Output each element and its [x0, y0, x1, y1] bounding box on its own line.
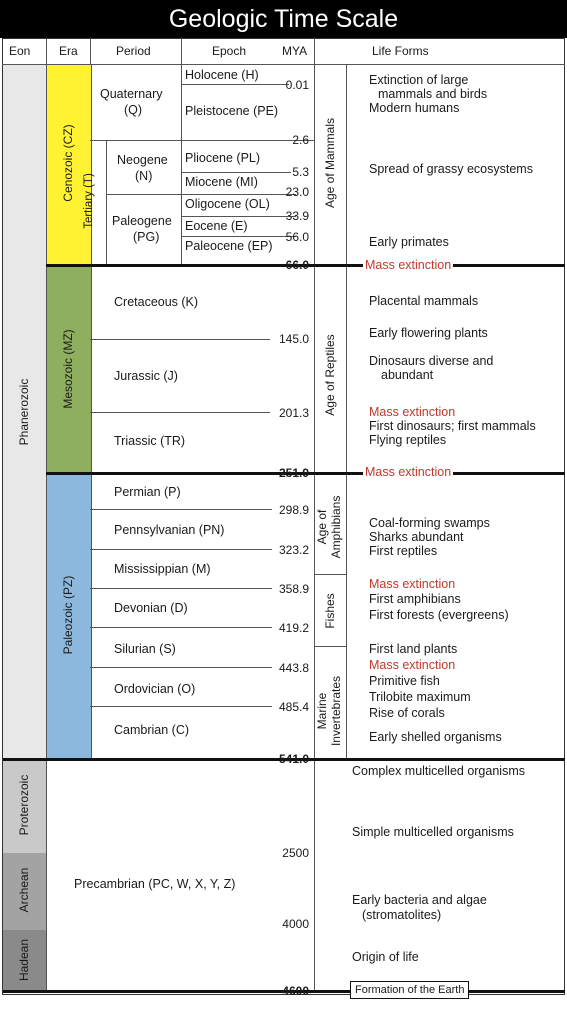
- mya-443: 443.8: [278, 661, 309, 675]
- age-reptiles: Age of Reptiles: [323, 334, 337, 416]
- period-devonian: Devonian (D): [114, 601, 188, 615]
- mya-485: 485.4: [278, 700, 309, 714]
- page-title: Geologic Time Scale: [0, 0, 567, 38]
- period-quaternary: Quaternary: [100, 87, 163, 101]
- life-trilobite: Trilobite maximum: [369, 690, 471, 704]
- boundary-line: [90, 549, 272, 550]
- life-mass-extinction-201: Mass extinction: [369, 405, 456, 419]
- era-paleozoic-label: Paleozoic (PZ): [61, 575, 75, 655]
- epoch-oligocene: Oligocene (OL): [185, 197, 270, 211]
- period-triassic: Triassic (TR): [114, 434, 186, 448]
- life-mass-extinction-251: Mass extinction: [365, 465, 452, 479]
- period-silurian: Silurian (S): [114, 642, 176, 656]
- epoch-holocene: Holocene (H): [185, 68, 259, 82]
- header-mya: MYA: [282, 44, 308, 58]
- period-cretaceous: Cretaceous (K): [114, 295, 199, 309]
- era-mesozoic-label: Mesozoic (MZ): [61, 329, 75, 409]
- life-complex-multicelled: Complex multicelled organisms: [352, 764, 525, 778]
- eon-hadean-label: Hadean: [17, 938, 31, 982]
- boundary-line: [90, 667, 272, 668]
- life-flying-reptiles: Flying reptiles: [369, 433, 447, 447]
- age-fishes: Fishes: [323, 593, 337, 629]
- mya-4600: 4600: [282, 984, 309, 998]
- col-sep: [314, 38, 315, 64]
- mya-358: 358.9: [278, 582, 309, 596]
- life-shelled: Early shelled organisms: [369, 730, 502, 744]
- mya-56: 56.0: [285, 230, 309, 244]
- life-bacteria-algae: Early bacteria and algae: [352, 893, 487, 907]
- life-stromatolites: (stromatolites): [362, 908, 442, 922]
- life-extinction-large: Extinction of large: [369, 73, 469, 87]
- life-mass-extinction-358: Mass extinction: [369, 577, 456, 591]
- life-coal-swamps: Coal-forming swamps: [369, 516, 490, 530]
- life-mass-extinction-66: Mass extinction: [365, 258, 452, 272]
- life-first-forests: First forests (evergreens): [369, 608, 509, 622]
- period-neogene: Neogene: [117, 153, 168, 167]
- life-first-reptiles: First reptiles: [369, 544, 438, 558]
- col-sep: [90, 38, 91, 64]
- mya-4000: 4000: [282, 917, 309, 931]
- life-flowering: Early flowering plants: [369, 326, 488, 340]
- life-modern-humans: Modern humans: [369, 101, 460, 115]
- period-jurassic: Jurassic (J): [114, 369, 178, 383]
- age-marine-2: Invertebrates: [329, 675, 343, 747]
- mya-23: 23.0: [285, 185, 309, 199]
- life-corals: Rise of corals: [369, 706, 445, 720]
- life-extinction-large-2: mammals and birds: [378, 87, 488, 101]
- era-cenozoic-label: Cenozoic (CZ): [61, 124, 75, 202]
- period-paleogene-code: (PG): [133, 230, 160, 244]
- mya-2-6: 2.6: [292, 133, 309, 147]
- life-placental: Placental mammals: [369, 294, 479, 308]
- mya-419: 419.2: [278, 621, 309, 635]
- mya-323: 323.2: [278, 543, 309, 557]
- period-quaternary-code: (Q): [124, 103, 143, 117]
- col-sep: [46, 38, 47, 64]
- period-neogene-code: (N): [135, 169, 153, 183]
- life-grassy: Spread of grassy ecosystems: [369, 162, 533, 176]
- life-sharks: Sharks abundant: [369, 530, 464, 544]
- header-epoch: Epoch: [212, 44, 247, 58]
- eon-archean-label: Archean: [17, 867, 31, 913]
- era-tertiary-label: Tertiary (T): [83, 173, 95, 229]
- epoch-sep: [181, 65, 182, 264]
- life-primitive-fish: Primitive fish: [369, 674, 440, 688]
- epoch-pliocene: Pliocene (PL): [185, 151, 261, 165]
- mya-541: 541.0: [278, 752, 309, 766]
- period-permian: Permian (P): [114, 485, 181, 499]
- life-origin: Origin of life: [352, 950, 419, 964]
- boundary-line: [90, 339, 270, 340]
- life-formation-earth: Formation of the Earth: [350, 981, 469, 999]
- age-mammals: Age of Mammals: [323, 117, 337, 209]
- header-period: Period: [116, 44, 151, 58]
- mya-66: 66.0: [285, 258, 309, 272]
- life-dinosaurs-2: abundant: [381, 368, 434, 382]
- col-sep: [46, 760, 47, 992]
- mya-5-3: 5.3: [292, 165, 309, 179]
- eon-phanerozoic-label: Phanerozoic: [17, 378, 31, 446]
- eon-proterozoic-label: Proterozoic: [17, 774, 31, 836]
- life-mass-extinction-443: Mass extinction: [369, 658, 456, 672]
- boundary-line: [90, 588, 272, 589]
- tertiary-sep: [106, 140, 107, 264]
- mya-251: 251.9: [278, 466, 309, 480]
- period-mississippian: Mississippian (M): [114, 562, 211, 576]
- mya-0-01: 0.01: [285, 78, 309, 92]
- boundary-line: [90, 412, 270, 413]
- life-first-dinosaurs: First dinosaurs; first mammals: [369, 419, 536, 433]
- mya-201: 201.3: [278, 406, 309, 420]
- life-first-amphibians: First amphibians: [369, 592, 461, 606]
- life-dinosaurs: Dinosaurs diverse and: [369, 354, 494, 368]
- mya-2500: 2500: [282, 846, 309, 860]
- epoch-paleocene: Paleocene (EP): [185, 239, 273, 253]
- header-life-forms: Life Forms: [372, 44, 429, 58]
- life-first-land-plants: First land plants: [369, 642, 458, 656]
- age-sep: [346, 65, 347, 760]
- period-ordovician: Ordovician (O): [114, 682, 196, 696]
- boundary-line: [90, 627, 272, 628]
- life-simple-multicelled: Simple multicelled organisms: [352, 825, 514, 839]
- header-eon: Eon: [9, 44, 31, 58]
- age-marine-1: Marine: [315, 692, 329, 730]
- period-pennsylvanian: Pennsylvanian (PN): [114, 523, 225, 537]
- header-era: Era: [59, 44, 78, 58]
- life-early-primates: Early primates: [369, 235, 449, 249]
- mya-298: 298.9: [278, 503, 309, 517]
- boundary-line: [90, 509, 272, 510]
- boundary-line: [90, 706, 272, 707]
- period-precambrian: Precambrian (PC, W, X, Y, Z): [74, 877, 236, 891]
- mya-145: 145.0: [278, 332, 309, 346]
- epoch-pleistocene: Pleistocene (PE): [185, 104, 279, 118]
- age-amphibians-1: Age of: [315, 509, 329, 545]
- period-paleogene: Paleogene: [112, 214, 172, 228]
- age-amphibians-2: Amphibians: [329, 495, 343, 559]
- epoch-miocene: Miocene (MI): [185, 175, 258, 189]
- mya-33-9: 33.9: [285, 209, 309, 223]
- period-cambrian: Cambrian (C): [114, 723, 190, 737]
- col-sep: [181, 38, 182, 64]
- epoch-eocene: Eocene (E): [185, 219, 248, 233]
